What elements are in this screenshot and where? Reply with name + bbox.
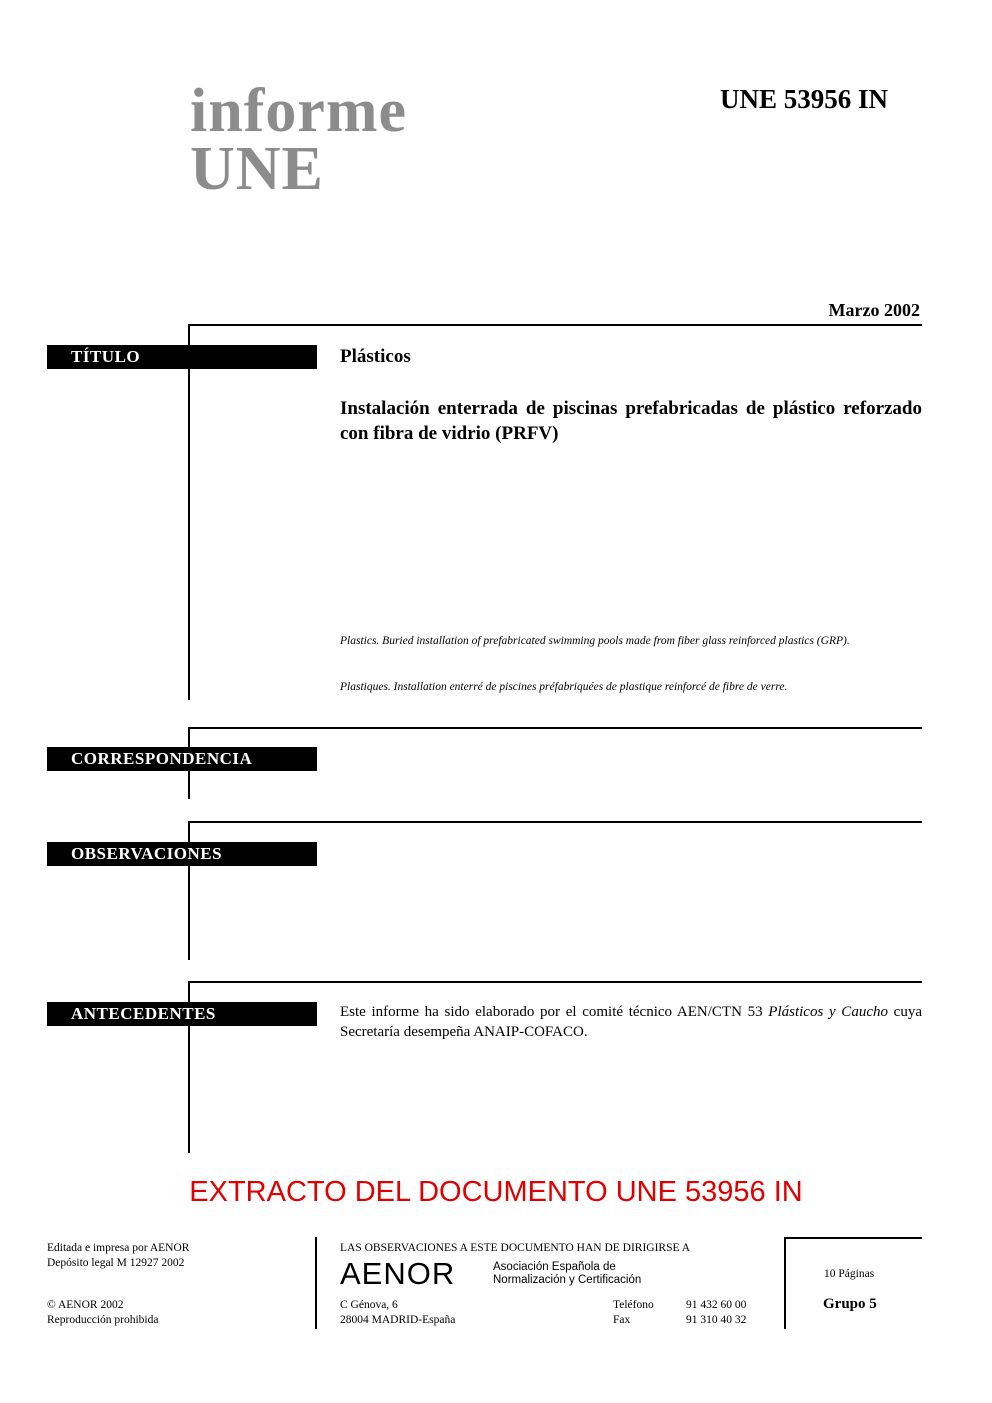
document-code: UNE 53956 IN: [720, 84, 889, 114]
footer-edited: Editada e impresa por AENOR: [47, 1242, 190, 1254]
footer-pages: 10 Páginas: [824, 1268, 875, 1280]
logo-une: UNE: [190, 135, 324, 203]
aenor-full-name-line2: Normalización y Certificación: [493, 1274, 642, 1286]
divider-observaciones: [188, 821, 922, 823]
footer-phone-label: Teléfono: [613, 1299, 654, 1311]
footer-deposit: Depósito legal M 12927 2002: [47, 1257, 185, 1269]
aenor-logo: AENOR: [340, 1256, 456, 1291]
footer-address-line2: 28004 MADRID-España: [340, 1314, 456, 1326]
antecedentes-text-part1: Este informe ha sido elaborado por el comité técnico AEN/CTN 53: [340, 1004, 769, 1020]
section-label-titulo: TÍTULO: [47, 345, 317, 369]
footer-address-line1: C Génova, 6: [340, 1299, 398, 1311]
footer-fax-label: Fax: [613, 1314, 631, 1326]
footer-observations-header: LAS OBSERVACIONES A ESTE DOCUMENTO HAN DE DIRIGIRSE A: [340, 1242, 691, 1254]
aenor-full-name-line1: Asociación Española de: [493, 1261, 616, 1273]
footer-box-top: [784, 1237, 922, 1239]
section-label-antecedentes: ANTECEDENTES: [47, 1002, 317, 1026]
antecedentes-committee-name: Plásticos y Caucho: [768, 1004, 888, 1020]
footer-divider-left: [315, 1237, 317, 1329]
antecedentes-text: [340, 1002, 922, 1042]
section-label-observaciones: OBSERVACIONES: [47, 842, 317, 866]
vertical-rule-titulo: [188, 324, 190, 700]
footer-box-left: [784, 1237, 786, 1329]
logo-informe: informe: [190, 77, 408, 145]
title-subtitle: Instalación enterrada de piscinas prefabricadas de plástico reforzado con fibra de vidrio (PRFV): [340, 398, 922, 444]
antecedentes-text-part2: cuya Secretaría desempeña ANAIP-COFACO.: [340, 1004, 922, 1040]
title-main: Plásticos: [340, 346, 411, 367]
extract-notice: EXTRACTO DEL DOCUMENTO UNE 53956 IN: [189, 1176, 803, 1208]
footer-reproduction: Reproducción prohibida: [47, 1314, 159, 1326]
footer-phone: 91 432 60 00: [686, 1299, 747, 1311]
section-label-correspondencia: CORRESPONDENCIA: [47, 747, 317, 771]
footer-fax: 91 310 40 32: [686, 1314, 747, 1326]
footer-copyright: © AENOR 2002: [47, 1299, 124, 1311]
title-translation-en: Plastics. Buried installation of prefabricated swimming pools made from fiber glass reinforced plastics (GRP).: [340, 635, 850, 647]
divider-titulo: [188, 324, 922, 326]
title-translation-fr: Plastiques. Installation enterré de piscines préfabriquées de plastique reinforcé de fibre de verre.: [340, 681, 788, 693]
divider-antecedentes: [188, 981, 922, 983]
document-date: Marzo 2002: [828, 300, 920, 320]
footer-group: Grupo 5: [823, 1296, 877, 1312]
divider-correspondencia: [188, 727, 922, 729]
